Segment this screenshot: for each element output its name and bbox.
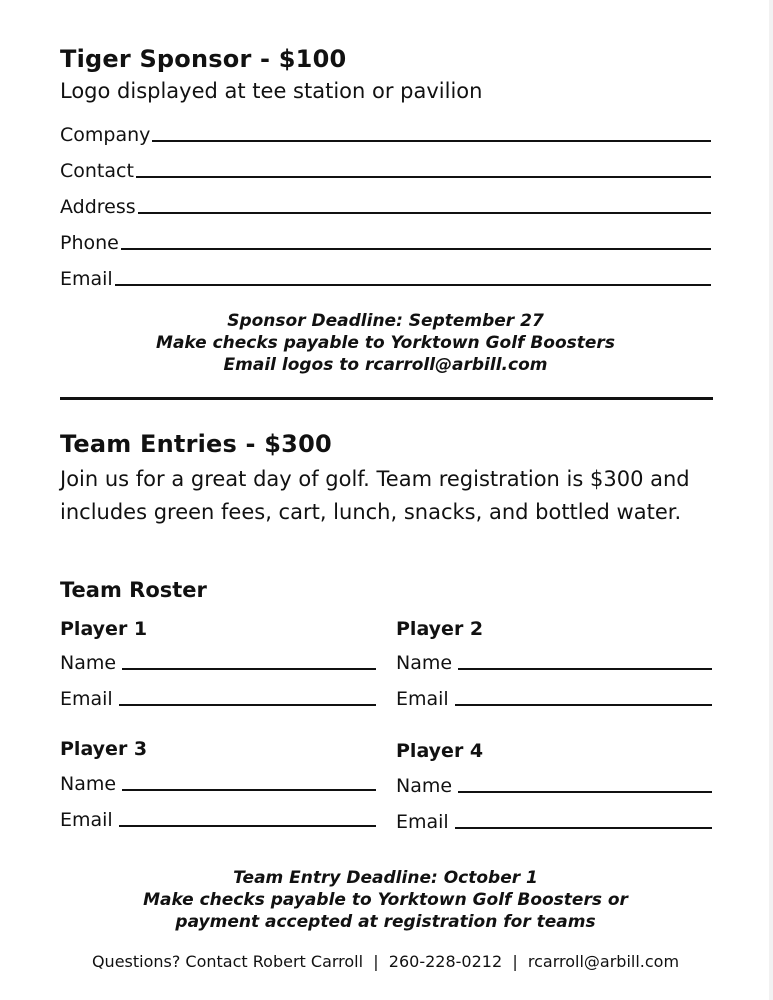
address-input-line[interactable] [138, 211, 711, 214]
sponsor-title: Tiger Sponsor - $100 [60, 45, 347, 73]
player-3-email-field[interactable] [60, 809, 376, 831]
team-title: Team Entries - $300 [60, 430, 332, 458]
team-description: Join us for a great day of golf. Team registration is $300 and includes green fees, cart, lunch, snacks, and bottled water. [60, 467, 690, 524]
team-payment-note: payment accepted at registration for teams [175, 912, 596, 932]
player-4-email-label: Email [396, 811, 449, 833]
email-input-line[interactable] [115, 283, 711, 286]
email-field[interactable] [60, 268, 711, 290]
sponsor-deadline: Sponsor Deadline: September 27 [227, 311, 544, 331]
company-input-line[interactable] [152, 139, 711, 142]
player-2-email-field[interactable] [396, 688, 712, 710]
sponsor-subtitle: Logo displayed at tee station or pavilion [60, 79, 483, 103]
player-2-email-label: Email [396, 688, 449, 710]
player-1-name-field[interactable] [60, 652, 376, 674]
player-2-name-line[interactable] [458, 667, 712, 670]
section-divider [60, 397, 713, 400]
player-1-name-line[interactable] [122, 667, 376, 670]
sponsor-logos-note: Email logos to rcarroll@arbill.com [223, 355, 548, 375]
player-3-name-line[interactable] [122, 788, 376, 791]
contact-label: Contact [60, 160, 134, 182]
page-edge [769, 0, 773, 1000]
team-checks-note: Make checks payable to Yorktown Golf Boosters or [143, 890, 628, 910]
player-3-email-line[interactable] [119, 824, 376, 827]
address-field[interactable] [60, 196, 711, 218]
phone-input-line[interactable] [121, 247, 711, 250]
player-3-title: Player 3 [60, 738, 148, 760]
player-2-name-field[interactable] [396, 652, 712, 674]
player-4-name-label: Name [396, 775, 453, 797]
player-1-email-field[interactable] [60, 688, 376, 710]
player-3-name-field[interactable] [60, 773, 376, 795]
email-label: Email [60, 268, 113, 290]
player-4-name-field[interactable] [396, 775, 712, 797]
sponsor-checks-note: Make checks payable to Yorktown Golf Boosters [156, 333, 615, 353]
company-label: Company [60, 124, 151, 146]
company-field[interactable] [60, 124, 711, 146]
player-3-name-label: Name [60, 773, 117, 795]
player-1-title: Player 1 [60, 618, 148, 640]
player-4-email-line[interactable] [455, 826, 712, 829]
player-1-email-line[interactable] [119, 703, 376, 706]
player-2-email-line[interactable] [455, 703, 712, 706]
player-1-email-label: Email [60, 688, 113, 710]
team-roster-title: Team Roster [60, 578, 207, 602]
contact-field[interactable] [60, 160, 711, 182]
player-2-name-label: Name [396, 652, 453, 674]
player-4-email-field[interactable] [396, 811, 712, 833]
player-4-name-line[interactable] [458, 790, 712, 793]
address-label: Address [60, 196, 136, 218]
player-3-email-label: Email [60, 809, 113, 831]
footer-contact: Questions? Contact Robert Carroll | 260-228-0212 | rcarroll@arbill.com [91, 952, 680, 971]
phone-field[interactable] [60, 232, 711, 254]
contact-input-line[interactable] [136, 175, 711, 178]
phone-label: Phone [60, 232, 119, 254]
team-deadline: Team Entry Deadline: October 1 [233, 868, 538, 888]
player-2-title: Player 2 [396, 618, 484, 640]
player-1-name-label: Name [60, 652, 117, 674]
team-note [60, 867, 711, 933]
sponsor-note [60, 310, 711, 376]
player-4-title: Player 4 [396, 740, 484, 762]
